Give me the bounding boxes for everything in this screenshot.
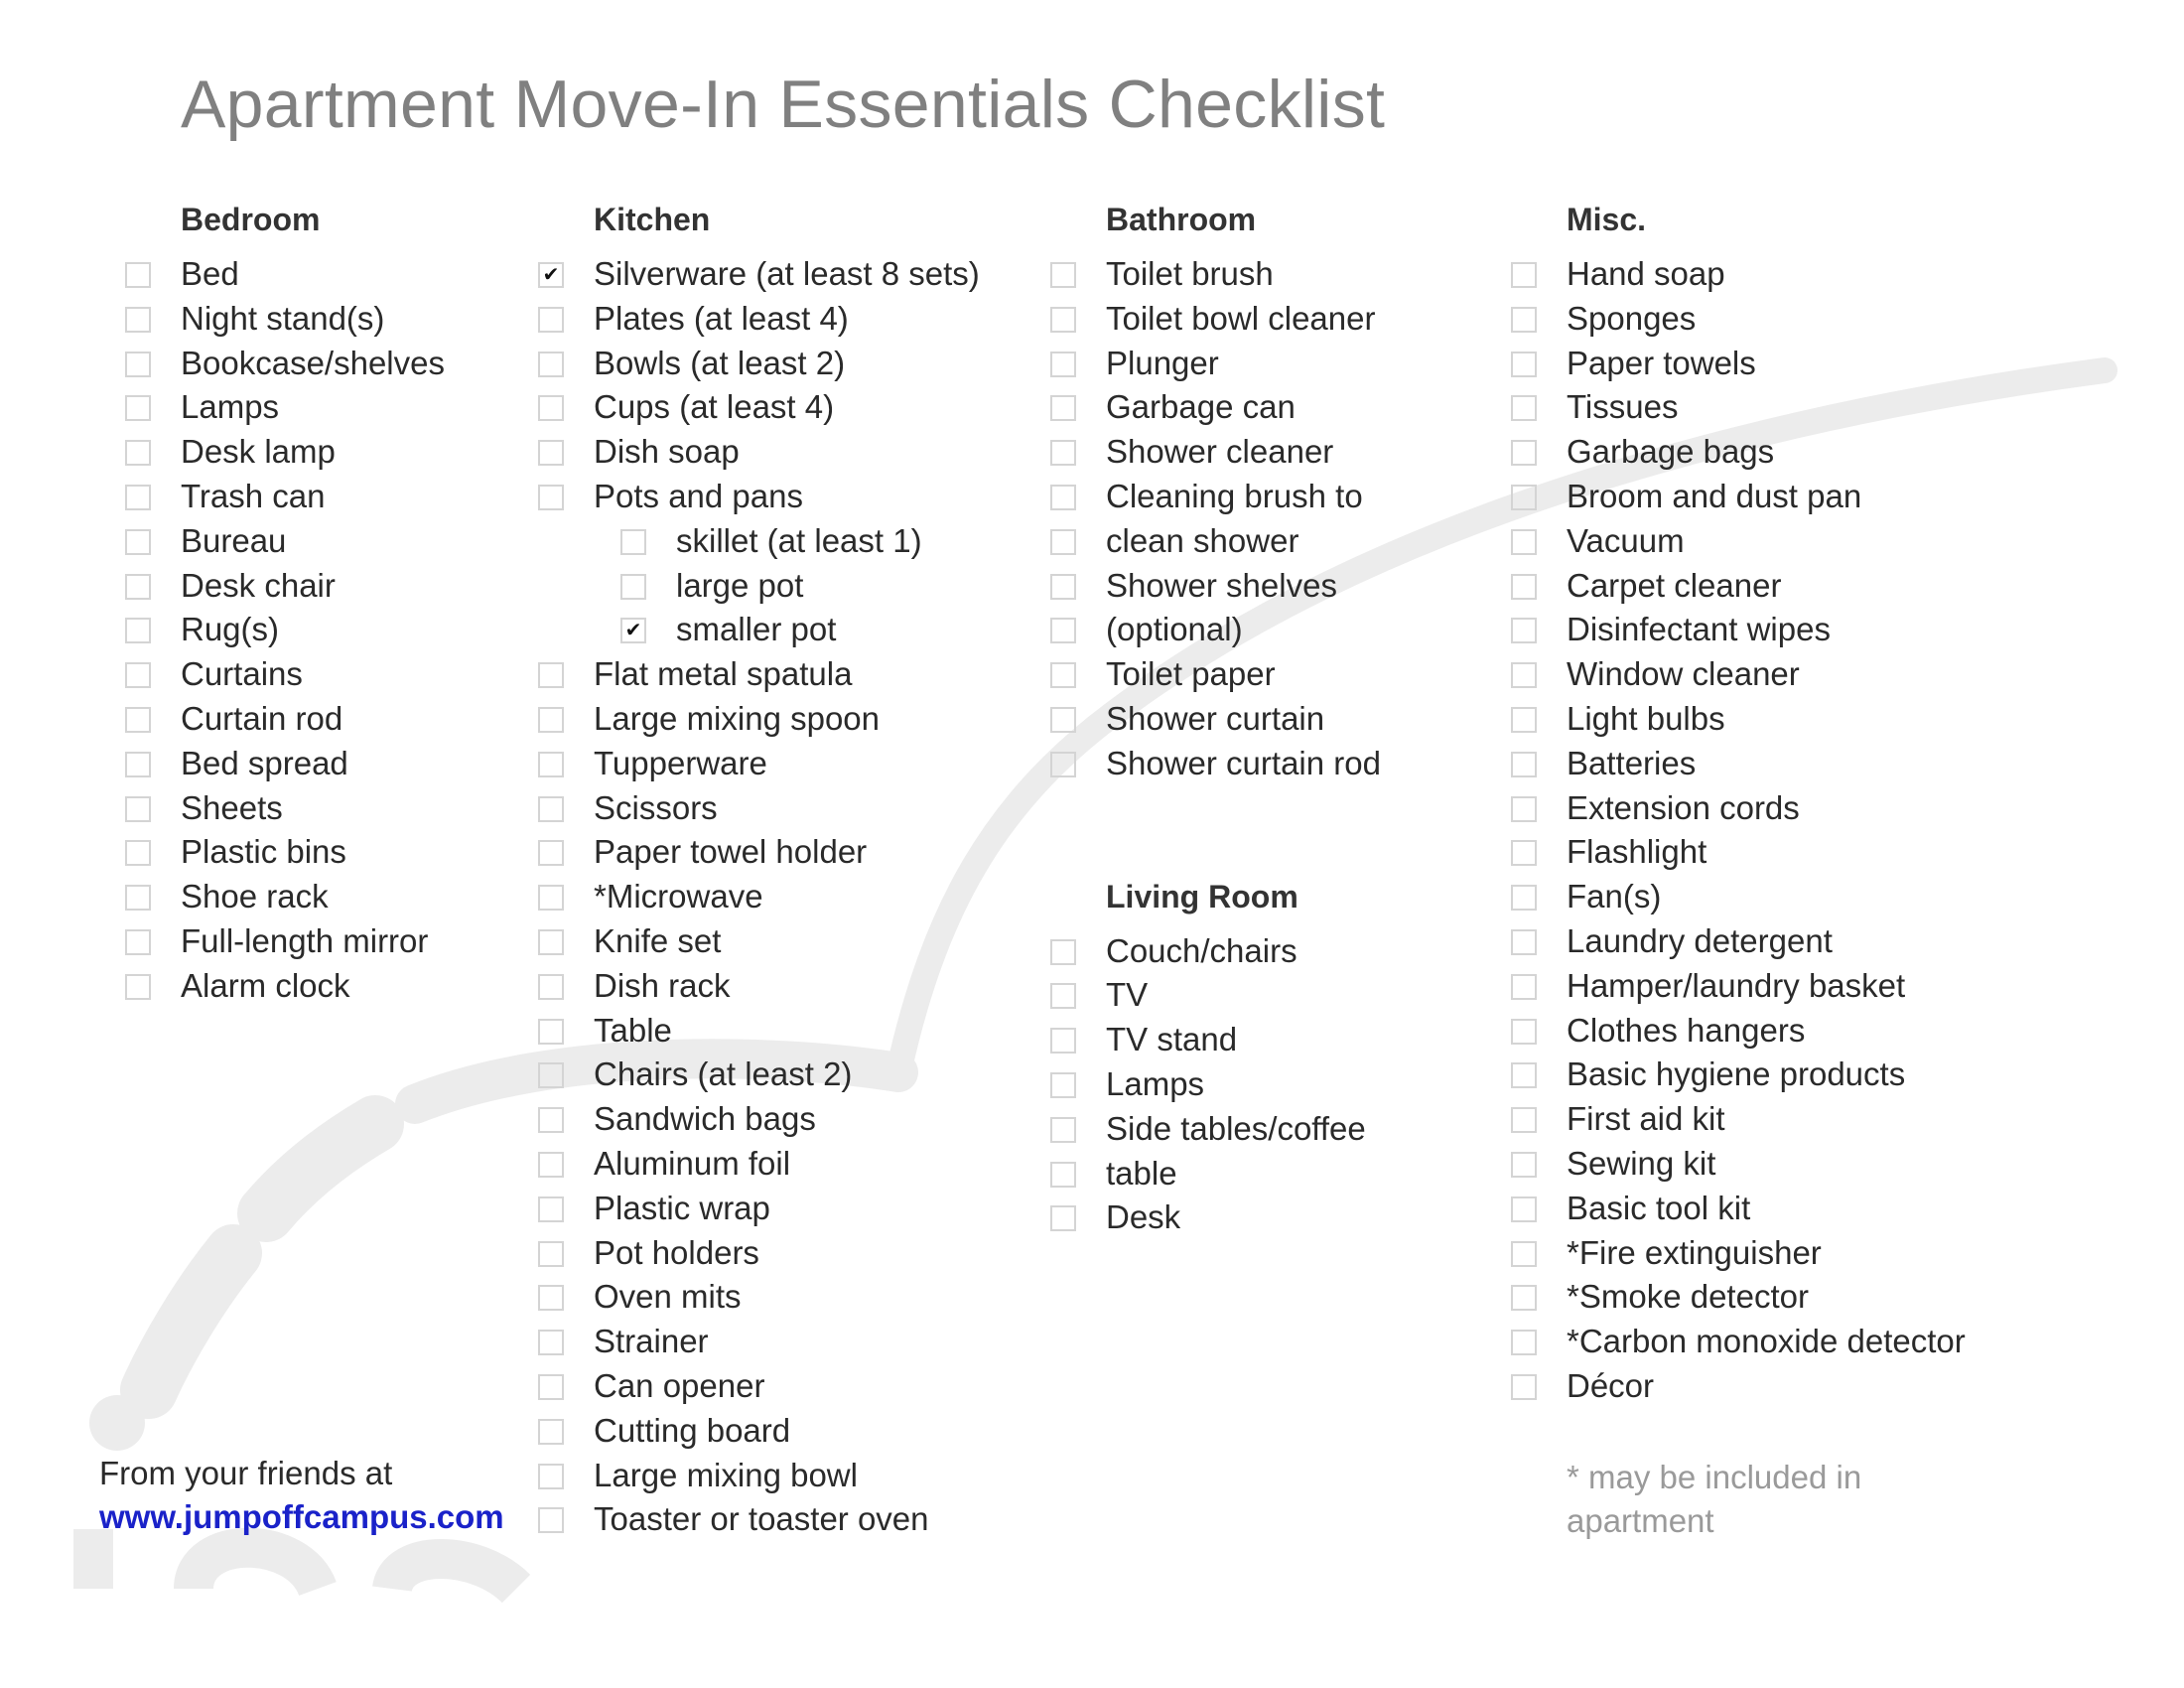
checklist-item <box>1106 252 1381 297</box>
item-label: Desk <box>1106 1198 1181 1236</box>
checkbox-icon[interactable] <box>538 929 564 955</box>
checklist-item <box>594 964 980 1009</box>
checklist-item <box>1567 608 1966 652</box>
checklist <box>1567 252 1966 1409</box>
checkbox-icon[interactable] <box>538 1507 564 1533</box>
website-link[interactable]: www.jumpoffcampus.com <box>99 1498 504 1535</box>
checkbox-icon[interactable] <box>538 796 564 822</box>
checkbox-icon[interactable] <box>125 440 151 466</box>
item-label: Strainer <box>594 1323 709 1360</box>
checkbox-icon[interactable] <box>538 1419 564 1445</box>
item-label: Toilet bowl cleaner <box>1106 299 1376 337</box>
checkbox-icon[interactable] <box>125 352 151 377</box>
checkbox-icon[interactable] <box>1511 529 1537 555</box>
item-label: Knife set <box>594 921 722 959</box>
checklist-item <box>1106 608 1381 652</box>
checkbox-icon[interactable] <box>1511 1330 1537 1355</box>
checkbox-icon[interactable] <box>538 485 564 510</box>
checklist-item <box>181 252 445 297</box>
item-label: Dish rack <box>594 966 731 1004</box>
checklist-item <box>181 786 445 831</box>
checkbox-icon[interactable] <box>1050 485 1076 510</box>
item-label: Bed <box>181 255 239 292</box>
checklist-item <box>181 385 445 430</box>
checklist-item <box>1567 252 1966 297</box>
checkbox-icon[interactable] <box>1050 1205 1076 1231</box>
item-label: TV <box>1106 976 1149 1014</box>
item-label: Basic tool kit <box>1567 1189 1751 1226</box>
item-label: Desk lamp <box>181 433 336 471</box>
item-label: Toilet paper <box>1106 655 1276 693</box>
item-label: Shower curtain <box>1106 699 1325 737</box>
checklist-item <box>1106 1107 1381 1152</box>
item-label: Cleaning brush to <box>1106 477 1363 514</box>
item-label: Lamps <box>181 388 280 426</box>
checklist-item <box>1106 973 1381 1018</box>
item-label: Rug(s) <box>181 611 280 648</box>
checklist-item <box>1567 1053 1966 1097</box>
footer <box>99 1452 504 1539</box>
footnote: * may be included in apartment <box>1567 1459 1862 1539</box>
checklist-item <box>1106 475 1381 519</box>
checkbox-icon[interactable] <box>620 574 646 600</box>
item-label: Laundry detergent <box>1567 921 1833 959</box>
item-label: Broom and dust pan <box>1567 477 1862 514</box>
checklist-item <box>594 919 980 964</box>
item-label: Bureau <box>181 521 287 559</box>
checkbox-icon[interactable] <box>1511 1374 1537 1400</box>
item-label: Toaster or toaster oven <box>594 1500 929 1538</box>
checkbox-icon[interactable] <box>620 529 646 555</box>
checkbox-icon[interactable] <box>538 1062 564 1088</box>
item-label: Can opener <box>594 1366 765 1404</box>
checklist-item <box>1106 519 1381 564</box>
column-misc <box>1567 195 1966 1409</box>
checklist-item <box>594 830 980 875</box>
item-label: Tissues <box>1567 388 1679 426</box>
item-label: Alarm clock <box>181 966 350 1004</box>
checkbox-icon[interactable] <box>1511 307 1537 333</box>
checkbox-icon[interactable] <box>538 1464 564 1489</box>
item-label: Plastic wrap <box>594 1189 770 1226</box>
checkbox-icon[interactable] <box>125 618 151 643</box>
item-label: Plates (at least 4) <box>594 299 849 337</box>
item-label: Curtains <box>181 655 303 693</box>
checkbox-icon[interactable] <box>125 307 151 333</box>
checklist-item <box>594 786 980 831</box>
checklist-item <box>594 1454 980 1498</box>
checkbox-icon[interactable] <box>1511 707 1537 733</box>
checklist-item <box>594 608 980 652</box>
item-label: Oven mits <box>594 1278 742 1316</box>
checklist-item <box>594 475 980 519</box>
checkbox-icon[interactable] <box>1050 395 1076 421</box>
checklist-item <box>594 1097 980 1142</box>
checkbox-icon[interactable] <box>1511 662 1537 688</box>
item-label: *Smoke detector <box>1567 1278 1809 1316</box>
checklist-item <box>1567 652 1966 697</box>
item-label: Shower curtain rod <box>1106 744 1381 781</box>
checkbox-icon[interactable] <box>1511 1062 1537 1088</box>
checkbox-icon[interactable] <box>125 395 151 421</box>
checklist-item <box>181 964 445 1009</box>
checklist-item <box>181 742 445 786</box>
checkbox-icon[interactable] <box>125 796 151 822</box>
checklist <box>1106 929 1381 1241</box>
item-label: Desk chair <box>181 566 336 604</box>
checkbox-icon[interactable] <box>1050 262 1076 288</box>
checkbox-icon[interactable] <box>1511 840 1537 866</box>
checkbox-icon[interactable] <box>125 262 151 288</box>
item-label: Chairs (at least 2) <box>594 1055 853 1093</box>
checkbox-icon[interactable] <box>1050 939 1076 965</box>
checklist-item <box>1106 342 1381 386</box>
checkbox-icon[interactable] <box>125 707 151 733</box>
item-label: Bowls (at least 2) <box>594 344 846 381</box>
checkbox-icon[interactable] <box>125 929 151 955</box>
checklist-item <box>1567 430 1966 475</box>
item-label: Shower cleaner <box>1106 433 1334 471</box>
item-label: Sandwich bags <box>594 1100 816 1138</box>
checklist-item <box>594 1497 980 1542</box>
checkbox-icon[interactable] <box>620 618 646 643</box>
checkbox-icon[interactable] <box>538 707 564 733</box>
checklist-item <box>1106 430 1381 475</box>
item-label: Basic hygiene products <box>1567 1055 1906 1093</box>
checkbox-icon[interactable] <box>538 752 564 777</box>
item-label: Silverware (at least 8 sets) <box>594 255 980 292</box>
item-label: Paper towel holder <box>594 833 868 871</box>
checkbox-icon[interactable] <box>538 307 564 333</box>
checklist-item <box>1567 830 1966 875</box>
checklist-item <box>1567 519 1966 564</box>
checklist-item <box>594 1231 980 1276</box>
item-label: Trash can <box>181 477 326 514</box>
item-label: Hamper/laundry basket <box>1567 966 1906 1004</box>
checklist-item <box>181 697 445 742</box>
checklist-item <box>594 742 980 786</box>
checklist-item <box>1567 875 1966 919</box>
checklist-item <box>1106 385 1381 430</box>
checklist-item <box>1567 1097 1966 1142</box>
checkbox-icon[interactable] <box>538 1196 564 1222</box>
item-label: Sheets <box>181 788 283 826</box>
item-label: Aluminum foil <box>594 1144 791 1182</box>
checkbox-icon[interactable] <box>1511 1019 1537 1045</box>
footer-text: From your friends at <box>99 1455 393 1491</box>
checklist-item <box>1567 1364 1966 1409</box>
item-label: Night stand(s) <box>181 299 385 337</box>
checklist-item <box>1106 1152 1381 1196</box>
checkbox-icon[interactable] <box>125 485 151 510</box>
item-label: Pots and pans <box>594 477 803 514</box>
checklist-item <box>1106 652 1381 697</box>
column-kitchen <box>542 195 980 1542</box>
item-label: Flashlight <box>1567 833 1707 871</box>
item-label: *Carbon monoxide detector <box>1567 1323 1966 1360</box>
checkbox-icon[interactable] <box>538 1330 564 1355</box>
checkbox-icon[interactable] <box>538 974 564 1000</box>
item-label: skillet (at least 1) <box>676 521 922 559</box>
checklist-item <box>1567 342 1966 386</box>
checklist-item <box>594 1409 980 1454</box>
checkbox-icon[interactable] <box>538 885 564 911</box>
section-living-room <box>1106 872 1381 1241</box>
item-label: Cups (at least 4) <box>594 388 835 426</box>
item-label: Cutting board <box>594 1411 791 1449</box>
item-label: Tupperware <box>594 744 767 781</box>
checklist-item <box>1106 297 1381 342</box>
checkbox-icon[interactable] <box>1511 1196 1537 1222</box>
checkbox-icon[interactable] <box>1511 395 1537 421</box>
checklist-item <box>594 1275 980 1320</box>
column-heading: Bathroom <box>1106 202 1257 237</box>
checkbox-icon[interactable] <box>538 1285 564 1311</box>
checklist <box>542 252 980 1542</box>
checklist-item <box>1567 564 1966 609</box>
checkbox-icon[interactable] <box>1511 352 1537 377</box>
item-label: Shoe rack <box>181 878 329 915</box>
checklist-item <box>181 608 445 652</box>
checkbox-icon[interactable] <box>125 840 151 866</box>
checklist-item <box>1567 1187 1966 1231</box>
item-label: Garbage bags <box>1567 433 1775 471</box>
checklist-item <box>594 697 980 742</box>
checkbox-icon[interactable] <box>1050 574 1076 600</box>
checkbox-icon[interactable] <box>1511 796 1537 822</box>
checklist-item <box>594 1142 980 1187</box>
item-label: Extension cords <box>1567 788 1800 826</box>
checkbox-icon[interactable] <box>1050 752 1076 777</box>
checklist-item <box>594 385 980 430</box>
checklist-item <box>594 1053 980 1097</box>
checklist-item <box>1106 1196 1381 1240</box>
checkbox-icon[interactable] <box>1050 1072 1076 1098</box>
column-heading: Misc. <box>1567 202 1647 237</box>
item-label: Flat metal spatula <box>594 655 853 693</box>
checkbox-icon[interactable] <box>1511 1107 1537 1133</box>
checkbox-icon[interactable] <box>538 440 564 466</box>
item-label: Plastic bins <box>181 833 346 871</box>
item-label: clean shower <box>1106 521 1299 559</box>
checklist-item <box>594 430 980 475</box>
item-label: Carpet cleaner <box>1567 566 1782 604</box>
checklist-item <box>1106 564 1381 609</box>
item-label: *Microwave <box>594 878 763 915</box>
checkbox-icon[interactable] <box>538 352 564 377</box>
item-label: Sewing kit <box>1567 1144 1716 1182</box>
checkbox-icon[interactable] <box>1511 885 1537 911</box>
checkbox-icon[interactable] <box>538 662 564 688</box>
checklist-item <box>594 519 980 564</box>
item-label: Table <box>594 1011 672 1049</box>
item-label: Fan(s) <box>1567 878 1662 915</box>
checkbox-icon[interactable] <box>1511 929 1537 955</box>
checklist-item <box>594 1009 980 1054</box>
item-label: Side tables/coffee <box>1106 1109 1366 1147</box>
item-label: Couch/chairs <box>1106 931 1297 969</box>
checkbox-icon[interactable] <box>538 840 564 866</box>
checklist-item <box>594 1364 980 1409</box>
checklist-item <box>1106 929 1381 974</box>
checklist-item <box>1567 964 1966 1009</box>
checkbox-icon[interactable] <box>1511 752 1537 777</box>
checkbox-icon[interactable] <box>1511 485 1537 510</box>
checkbox-icon[interactable] <box>538 1107 564 1133</box>
checkbox-icon[interactable] <box>1050 1162 1076 1188</box>
item-label: Bed spread <box>181 744 348 781</box>
checklist-item <box>1106 697 1381 742</box>
item-label: table <box>1106 1154 1177 1192</box>
checklist-item <box>1567 1320 1966 1364</box>
checkbox-icon[interactable] <box>1511 1285 1537 1311</box>
checkbox-icon[interactable] <box>1050 707 1076 733</box>
checklist-item <box>1567 297 1966 342</box>
item-label: Disinfectant wipes <box>1567 611 1831 648</box>
checklist-item <box>1106 1018 1381 1062</box>
checklist-item <box>594 652 980 697</box>
checklist-item <box>594 297 980 342</box>
page-title: Apartment Move-In Essentials Checklist <box>181 67 1386 142</box>
checkbox-icon[interactable] <box>1511 574 1537 600</box>
checkbox-icon[interactable] <box>1511 1241 1537 1267</box>
checkbox-icon[interactable] <box>1050 440 1076 466</box>
item-label: smaller pot <box>676 611 837 648</box>
checkbox-icon[interactable] <box>125 974 151 1000</box>
checklist-item <box>181 519 445 564</box>
checklist-item <box>181 297 445 342</box>
item-label: First aid kit <box>1567 1100 1725 1138</box>
item-label: Window cleaner <box>1567 655 1800 693</box>
checkbox-icon[interactable] <box>1511 618 1537 643</box>
checkbox-icon[interactable] <box>538 1019 564 1045</box>
checklist-item <box>181 475 445 519</box>
item-label: Bookcase/shelves <box>181 344 445 381</box>
item-label: Batteries <box>1567 744 1697 781</box>
checklist <box>181 252 445 1009</box>
checklist-item <box>181 564 445 609</box>
checkmark-icon: ✔ <box>624 620 642 642</box>
checklist-item <box>1567 1142 1966 1187</box>
item-label: Curtain rod <box>181 699 343 737</box>
item-label: Sponges <box>1567 299 1697 337</box>
checklist-item <box>1567 1009 1966 1054</box>
column-bathroom <box>1106 195 1381 1240</box>
item-label: Large mixing bowl <box>594 1456 858 1493</box>
checkbox-icon[interactable] <box>1050 529 1076 555</box>
checklist-item <box>594 342 980 386</box>
checklist-item <box>1567 697 1966 742</box>
checkbox-icon[interactable] <box>125 529 151 555</box>
checkbox-icon[interactable] <box>1050 307 1076 333</box>
checklist-item <box>181 430 445 475</box>
checkbox-icon[interactable] <box>1050 983 1076 1009</box>
item-label: Toilet brush <box>1106 255 1274 292</box>
checkbox-icon[interactable] <box>538 1152 564 1178</box>
checkbox-icon[interactable] <box>1050 1117 1076 1143</box>
checklist-item <box>1567 1275 1966 1320</box>
checkbox-icon[interactable] <box>125 885 151 911</box>
checklist-item <box>1567 475 1966 519</box>
checkbox-icon[interactable] <box>538 1241 564 1267</box>
checkbox-icon[interactable] <box>1050 618 1076 643</box>
checkbox-icon[interactable] <box>538 262 564 288</box>
checkmark-icon: ✔ <box>542 264 560 286</box>
checklist-item <box>181 830 445 875</box>
checkbox-icon[interactable] <box>538 395 564 421</box>
checkbox-icon[interactable] <box>1511 1152 1537 1178</box>
item-label: TV stand <box>1106 1021 1238 1058</box>
column-bedroom <box>181 195 445 1009</box>
checklist-item <box>1567 786 1966 831</box>
item-label: Hand soap <box>1567 255 1725 292</box>
item-label: Clothes hangers <box>1567 1011 1806 1049</box>
item-label: Shower shelves <box>1106 566 1337 604</box>
checklist-item <box>1106 742 1381 786</box>
item-label: large pot <box>676 566 804 604</box>
checkbox-icon[interactable] <box>1511 440 1537 466</box>
checklist <box>1106 252 1381 786</box>
checkbox-icon[interactable] <box>1050 662 1076 688</box>
item-label: Garbage can <box>1106 388 1296 426</box>
checklist-item <box>1567 919 1966 964</box>
column-heading: Kitchen <box>594 202 711 237</box>
item-label: Scissors <box>594 788 718 826</box>
item-label: Lamps <box>1106 1064 1205 1102</box>
checklist-item <box>1567 385 1966 430</box>
checklist-item <box>594 1187 980 1231</box>
checkbox-icon[interactable] <box>1511 974 1537 1000</box>
checkbox-icon[interactable] <box>125 752 151 777</box>
checklist-item <box>594 875 980 919</box>
column-heading: Bedroom <box>181 202 321 237</box>
checkbox-icon[interactable] <box>538 1374 564 1400</box>
checklist-item <box>542 252 980 297</box>
checklist-item <box>181 875 445 919</box>
checklist-item <box>594 564 980 609</box>
column-heading: Living Room <box>1106 878 1298 914</box>
item-label: Décor <box>1567 1366 1655 1404</box>
checkbox-icon[interactable] <box>125 662 151 688</box>
checkbox-icon[interactable] <box>1050 1028 1076 1054</box>
item-label: Light bulbs <box>1567 699 1725 737</box>
checkbox-icon[interactable] <box>1511 262 1537 288</box>
item-label: Pot holders <box>594 1233 759 1271</box>
checklist-item <box>181 342 445 386</box>
item-label: Dish soap <box>594 433 740 471</box>
checklist-item <box>594 1320 980 1364</box>
item-label: Large mixing spoon <box>594 699 881 737</box>
checkbox-icon[interactable] <box>1050 352 1076 377</box>
checklist-item <box>1567 742 1966 786</box>
item-label: Full-length mirror <box>181 921 429 959</box>
checkbox-icon[interactable] <box>125 574 151 600</box>
item-label: Vacuum <box>1567 521 1685 559</box>
item-label: *Fire extinguisher <box>1567 1233 1822 1271</box>
checklist-item <box>181 919 445 964</box>
checklist-item <box>181 652 445 697</box>
checklist-item <box>1106 1062 1381 1107</box>
checklist-item <box>1567 1231 1966 1276</box>
item-label: Plunger <box>1106 344 1219 381</box>
item-label: Paper towels <box>1567 344 1756 381</box>
item-label: (optional) <box>1106 611 1243 648</box>
